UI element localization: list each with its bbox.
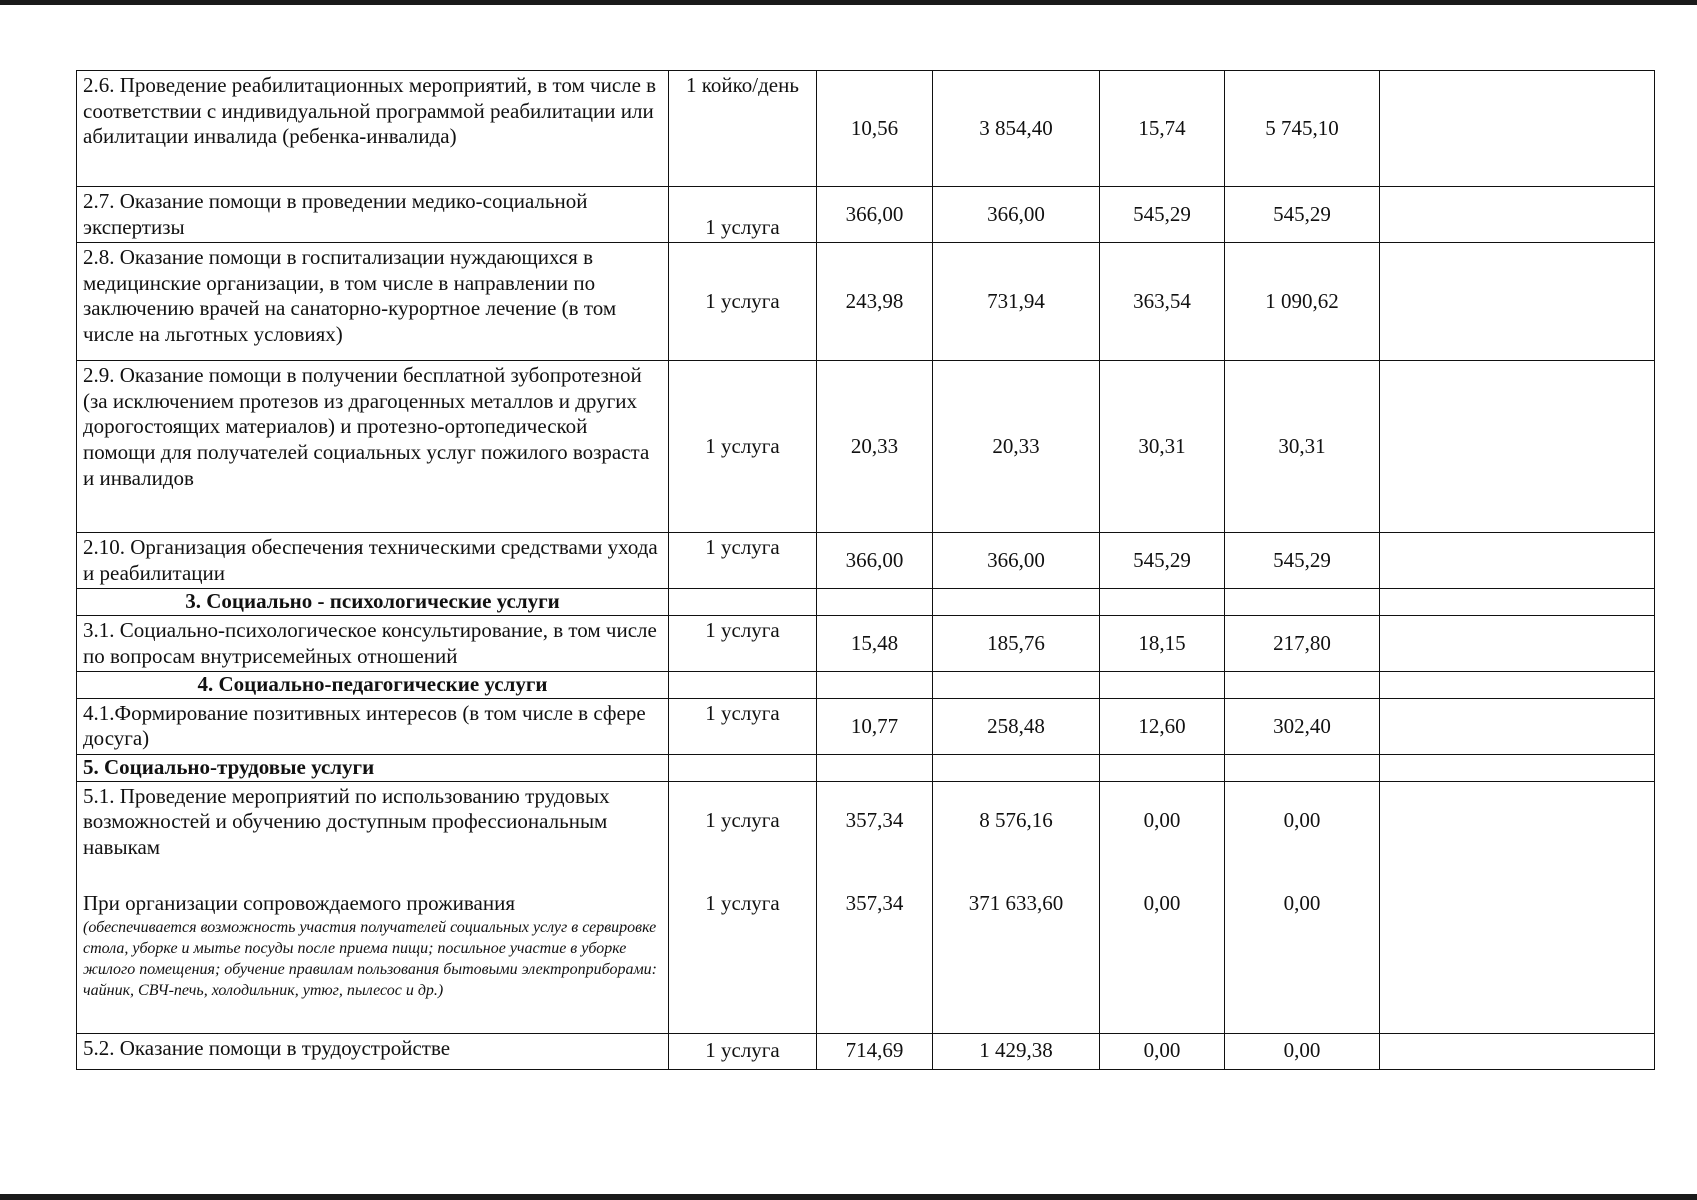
empty-cell xyxy=(817,589,933,616)
value-cell: 366,00 xyxy=(817,533,933,589)
sub-value-cell: 0,00 xyxy=(1143,891,1181,916)
value-block xyxy=(817,781,933,1033)
value-cell: 545,29 xyxy=(1100,533,1225,589)
empty-cell xyxy=(933,755,1100,782)
empty-cell xyxy=(1380,616,1655,672)
table-row xyxy=(77,243,1655,361)
value-cell: 217,80 xyxy=(1225,616,1380,672)
value-cell: 8 576,16 xyxy=(979,807,1053,832)
section-header-row xyxy=(77,589,1655,616)
empty-cell xyxy=(1100,589,1225,616)
value-cell: 302,40 xyxy=(1225,698,1380,754)
section-header-row xyxy=(77,672,1655,699)
service-unit: 1 услуга xyxy=(669,698,817,754)
unit-block xyxy=(669,781,817,1033)
value-cell: 10,56 xyxy=(817,71,933,187)
empty-cell xyxy=(1380,243,1655,361)
value-cell: 366,00 xyxy=(817,187,933,243)
empty-cell xyxy=(933,589,1100,616)
value-cell: 545,29 xyxy=(1100,187,1225,243)
value-cell: 366,00 xyxy=(933,533,1100,589)
value-cell: 0,00 xyxy=(1225,1033,1380,1069)
table-row xyxy=(77,71,1655,187)
table-row xyxy=(77,1033,1655,1069)
value-block xyxy=(1225,781,1380,1033)
empty-cell xyxy=(1380,781,1655,1033)
value-cell: 545,29 xyxy=(1225,533,1380,589)
service-unit: 1 койко/день xyxy=(669,71,817,187)
value-cell: 731,94 xyxy=(933,243,1100,361)
table-row xyxy=(77,698,1655,754)
table-row xyxy=(77,616,1655,672)
empty-cell xyxy=(1380,1033,1655,1069)
value-block xyxy=(933,781,1100,1033)
service-name: 2.6. Проведение реабилитационных мероприятий, в том числе в соответствии с индивидуальной программой реабилитации или абилитации инвалида (ребенка-инвалида) xyxy=(77,71,669,187)
value-cell: 545,29 xyxy=(1225,187,1380,243)
value-cell: 20,33 xyxy=(817,361,933,533)
table-row xyxy=(77,533,1655,589)
value-cell: 3 854,40 xyxy=(933,71,1100,187)
empty-cell xyxy=(1380,187,1655,243)
service-name: 5.2. Оказание помощи в трудоустройстве xyxy=(77,1033,669,1069)
section-title: 4. Социально-педагогические услуги xyxy=(77,672,669,699)
empty-cell xyxy=(1380,755,1655,782)
empty-cell xyxy=(1380,71,1655,187)
sub-service-name: При организации сопровождаемого проживания xyxy=(83,890,515,915)
value-cell: 1 090,62 xyxy=(1225,243,1380,361)
services-tariff-table xyxy=(76,70,1655,1070)
empty-cell xyxy=(1380,361,1655,533)
service-unit: 1 услуга xyxy=(669,243,817,361)
value-block xyxy=(1100,781,1225,1033)
table-row xyxy=(77,187,1655,243)
value-cell: 5 745,10 xyxy=(1225,71,1380,187)
empty-cell xyxy=(1225,589,1380,616)
empty-cell xyxy=(1100,755,1225,782)
value-cell: 357,34 xyxy=(845,807,904,832)
value-cell: 12,60 xyxy=(1100,698,1225,754)
table-row xyxy=(77,781,1655,1033)
empty-cell xyxy=(1380,589,1655,616)
empty-cell xyxy=(817,755,933,782)
empty-cell xyxy=(1225,672,1380,699)
empty-cell xyxy=(669,755,817,782)
service-name: 2.8. Оказание помощи в госпитализации нуждающихся в медицинские организации, в том числе в направлении по заключению врачей на санаторно-курортное лечение (в том числе на льготных условиях) xyxy=(77,243,669,361)
service-name-block xyxy=(77,781,669,1033)
service-unit: 1 услуга xyxy=(669,1033,817,1069)
sub-service-unit: 1 услуга xyxy=(705,891,780,916)
service-name: 3.1. Социально-психологическое консультирование, в том числе по вопросам внутрисемейных отношений xyxy=(77,616,669,672)
value-cell: 714,69 xyxy=(817,1033,933,1069)
value-cell: 243,98 xyxy=(817,243,933,361)
section-header-row xyxy=(77,755,1655,782)
empty-cell xyxy=(1380,672,1655,699)
empty-cell xyxy=(817,672,933,699)
service-unit: 1 услуга xyxy=(669,533,817,589)
value-cell: 10,77 xyxy=(817,698,933,754)
value-cell: 30,31 xyxy=(1100,361,1225,533)
section-title: 3. Социально - психологические услуги xyxy=(77,589,669,616)
value-cell: 30,31 xyxy=(1225,361,1380,533)
empty-cell xyxy=(1100,672,1225,699)
value-cell: 20,33 xyxy=(933,361,1100,533)
service-name: 2.7. Оказание помощи в проведении медико-социальной экспертизы xyxy=(77,187,669,243)
empty-cell xyxy=(669,672,817,699)
empty-cell xyxy=(1380,698,1655,754)
sub-service-note: (обеспечивается возможность участия получателей социальных услуг в сервировке стола, уборке и мытье посуды после приема пищи; посильное участие в уборке жилого помещения; обучение правилам пользования бытовыми электроприборами: чайник, СВЧ-печь, холодильник, утюг, пылесос и др.) xyxy=(83,919,657,999)
service-name: 5.1. Проведение мероприятий по использованию трудовых возможностей и обучению доступным профессиональным навыкам xyxy=(83,783,610,859)
value-cell: 15,74 xyxy=(1100,71,1225,187)
sub-value-cell: 0,00 xyxy=(1283,891,1321,916)
service-unit: 1 услуга xyxy=(669,616,817,672)
empty-cell xyxy=(669,589,817,616)
value-cell: 366,00 xyxy=(933,187,1100,243)
empty-cell xyxy=(1380,533,1655,589)
section-title: 5. Социально-трудовые услуги xyxy=(77,755,669,782)
service-unit: 1 услуга xyxy=(705,807,780,832)
value-cell: 363,54 xyxy=(1100,243,1225,361)
service-name: 2.9. Оказание помощи в получении бесплатной зубопротезной (за исключением протезов из драгоценных металлов и других дорогостоящих материалов) и протезно-ортопедической помощи для получателей социальных услуг пожилого возраста и инвалидов xyxy=(77,361,669,533)
sub-value-cell: 357,34 xyxy=(845,891,904,916)
empty-cell xyxy=(1225,755,1380,782)
sub-value-cell: 371 633,60 xyxy=(968,891,1064,916)
service-name: 4.1.Формирование позитивных интересов (в том числе в сфере досуга) xyxy=(77,698,669,754)
value-cell: 185,76 xyxy=(933,616,1100,672)
service-unit: 1 услуга xyxy=(669,187,817,243)
value-cell: 0,00 xyxy=(1283,807,1321,832)
value-cell: 15,48 xyxy=(817,616,933,672)
value-cell: 0,00 xyxy=(1100,1033,1225,1069)
value-cell: 1 429,38 xyxy=(933,1033,1100,1069)
value-cell: 258,48 xyxy=(933,698,1100,754)
scan-edge-bottom xyxy=(0,1194,1697,1200)
table-row xyxy=(77,361,1655,533)
scan-edge-top xyxy=(0,0,1697,5)
service-unit: 1 услуга xyxy=(669,361,817,533)
value-cell: 0,00 xyxy=(1143,807,1181,832)
service-name: 2.10. Организация обеспечения техническими средствами ухода и реабилитации xyxy=(77,533,669,589)
value-cell: 18,15 xyxy=(1100,616,1225,672)
empty-cell xyxy=(933,672,1100,699)
